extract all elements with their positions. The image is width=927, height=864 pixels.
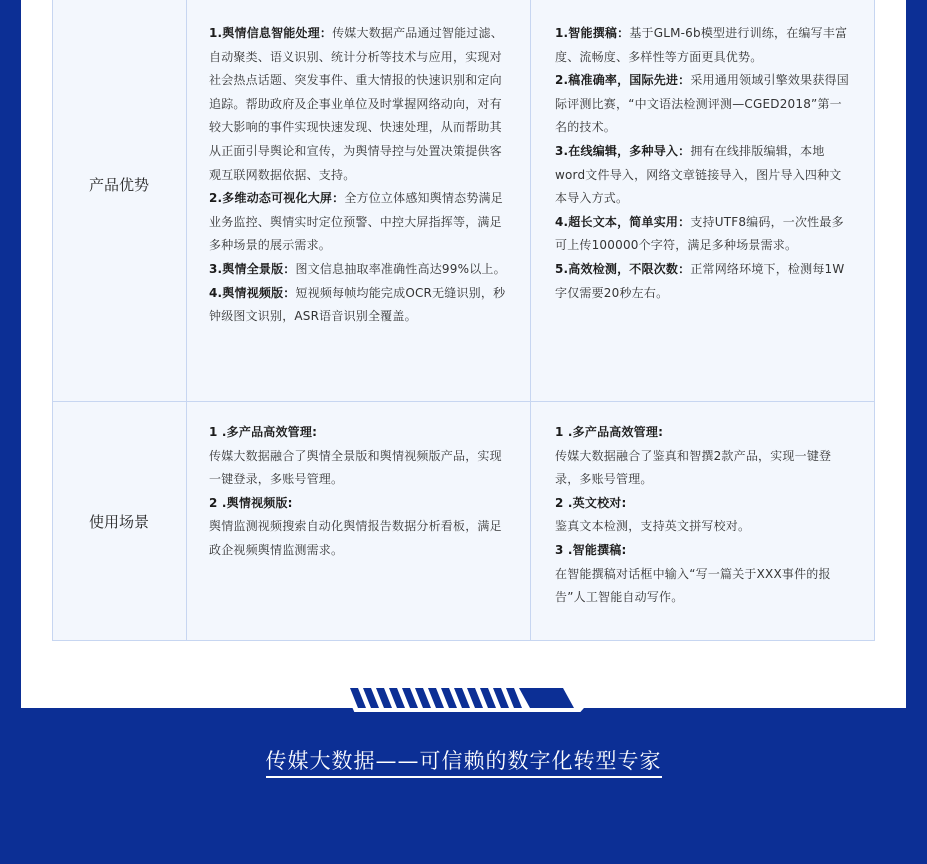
scenarios-cell-left — [209, 421, 511, 563]
item-text: 传媒大数据产品通过智能过滤、自动聚类、语义识别、统计分析等技术与应用，实现对社会热点话题、突发事件、重大情报的快速识别和定向追踪。帮助政府及企事业单位及时掌握网络动向，对有较大影响的事件实现快速发现、快速处理，从而帮助其从正面引导舆论和宣传，为舆情导控与处置决策提供客观互联网数据依据、支持。 — [209, 26, 503, 182]
scenarios-cell-right — [555, 421, 850, 610]
item-text: 图文信息抽取率准确性高达99%以上。 — [295, 261, 506, 276]
list-item — [555, 492, 850, 516]
item-text: 采用通用领域引擎效果获得国际评测比赛，“中文语法检测评测—CGED2018”第一名的技术。 — [555, 73, 849, 135]
row-label-advantages: 产品优势 — [88, 176, 149, 194]
item-text: 支持UTF8编码，一次性最多可上传100000个字符，满足多种场景需求。 — [555, 214, 844, 253]
list-item — [209, 282, 511, 329]
item-heading: 4.超长文本，简单实用： — [555, 214, 691, 229]
list-item — [209, 445, 511, 492]
list-item — [209, 515, 511, 562]
list-item — [555, 258, 850, 305]
item-heading: 2 .英文校对: — [555, 495, 627, 510]
row-label-scenarios: 使用场景 — [88, 513, 149, 531]
table-border — [52, 640, 875, 641]
item-text: 鉴真文本检测，支持英文拼写校对。 — [555, 519, 751, 534]
advantages-cell-right — [555, 22, 850, 305]
item-heading: 2 .舆情视频版: — [209, 495, 293, 510]
list-item — [555, 515, 850, 539]
advantages-cell-left — [209, 22, 511, 329]
slogan-text: 传媒大数据——可信赖的数字化转型专家 — [266, 749, 662, 778]
item-text: 在智能撰稿对话框中输入“写一篇关于XXX事件的报告”人工智能自动写作。 — [555, 566, 831, 605]
item-text: 基于GLM-6b模型进行训练，在编写丰富度、流畅度、多样性等方面更具优势。 — [555, 26, 848, 64]
list-item — [209, 492, 511, 516]
stripe-ornament-icon — [350, 688, 580, 708]
item-heading: 4.舆情视频版： — [209, 285, 296, 300]
item-heading: 1.智能撰稿： — [555, 26, 630, 40]
table-border — [530, 0, 531, 641]
item-text: 全方位立体感知舆情态势满足业务监控、舆情实时定位预警、中控大屏指挥等，满足多种场景的展示需求。 — [209, 191, 503, 253]
item-text: 拥有在线排版编辑，本地word文件导入，网络文章链接导入，图片导入四种文本导入方式。 — [555, 143, 842, 206]
list-item — [555, 211, 850, 258]
item-heading: 3.舆情全景版： — [209, 261, 296, 276]
list-item — [555, 445, 850, 492]
list-item — [209, 258, 511, 282]
item-heading: 1.舆情信息智能处理： — [209, 26, 333, 40]
list-item — [555, 539, 850, 563]
item-heading: 1 .多产品高效管理: — [209, 425, 318, 439]
item-heading: 5.高效检测，不限次数： — [555, 261, 691, 276]
list-item — [209, 187, 511, 258]
footer-slogan — [0, 745, 927, 775]
list-item — [555, 22, 850, 69]
list-item — [209, 421, 511, 445]
table-border — [186, 0, 187, 641]
item-text: 传媒大数据融合了鉴真和智撰2款产品，实现一键登录，多账号管理。 — [555, 448, 832, 487]
list-item — [209, 22, 511, 187]
item-text: 传媒大数据融合了舆情全景版和舆情视频版产品，实现一键登录，多账号管理。 — [209, 448, 502, 487]
item-heading: 2.多维动态可视化大屏： — [209, 191, 345, 206]
footer-banner — [0, 708, 927, 864]
list-item — [555, 140, 850, 211]
list-item — [555, 563, 850, 610]
item-heading: 3.在线编辑，多种导入： — [555, 143, 691, 158]
item-text: 正常网络环境下，检测每1W字仅需要20秒左右。 — [555, 261, 845, 300]
item-text: 短视频每帧均能完成OCR无缝识别，秒钟级图文识别，ASR语音识别全覆盖。 — [209, 285, 506, 324]
item-text: 舆情监测视频搜索自动化舆情报告数据分析看板，满足政企视频舆情监测需求。 — [209, 519, 502, 557]
item-heading: 2.稿准确率，国际先进： — [555, 73, 691, 88]
item-heading: 1 .多产品高效管理: — [555, 425, 664, 439]
table-border — [52, 0, 53, 641]
list-item — [555, 421, 850, 445]
list-item — [555, 69, 850, 140]
item-heading: 3 .智能撰稿: — [555, 542, 627, 557]
table-border — [874, 0, 875, 641]
table-border — [52, 401, 875, 402]
